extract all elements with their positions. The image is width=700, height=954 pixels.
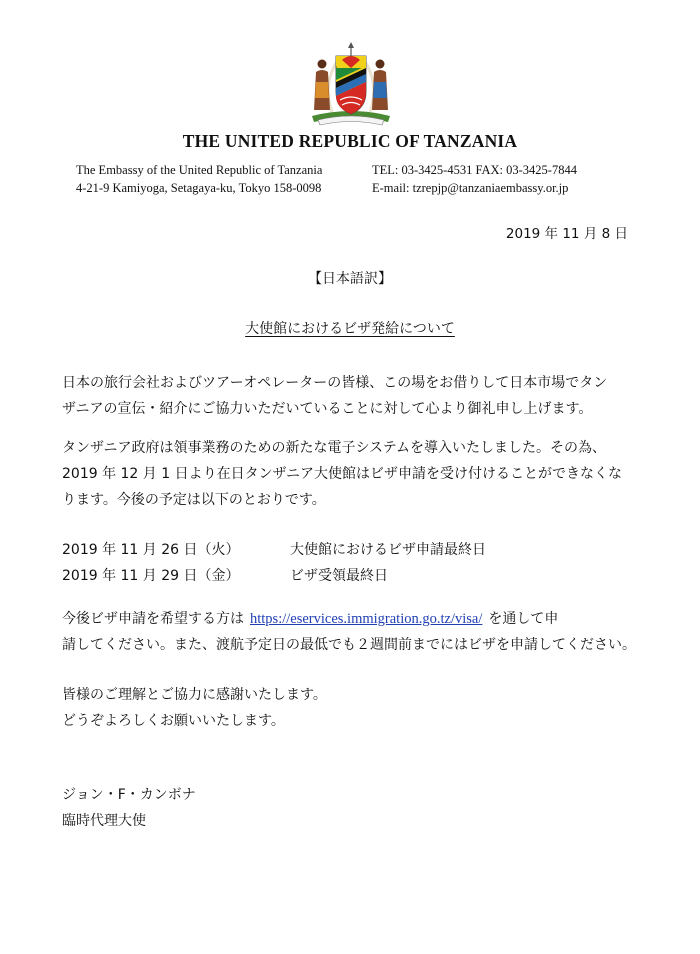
- schedule-date: 2019 年 11 月 26 日（火）: [62, 542, 240, 558]
- translation-label: 【日本語訳】: [308, 271, 392, 287]
- country-title: THE UNITED REPUBLIC OF TANZANIA: [182, 131, 518, 151]
- visa-application-link[interactable]: https://eservices.immigration.go.tz/visa/: [250, 611, 483, 627]
- paragraph-closing: [62, 682, 652, 734]
- schedule-list: [62, 537, 486, 589]
- letter-date: 2019 年 11 月 8 日: [505, 226, 628, 242]
- embassy-email: E-mail: tzrepjp@tanzaniaembassy.or.jp: [372, 181, 569, 195]
- paragraph-line: どうぞよろしくお願いいたします。: [62, 713, 285, 729]
- schedule-description: 大使館におけるビザ申請最終日: [290, 542, 486, 558]
- signatory-name: ジョン・F・カンボナ: [62, 787, 196, 803]
- schedule-date: 2019 年 11 月 29 日（金）: [62, 568, 240, 584]
- text-before-link: 今後ビザ申請を希望する方は: [62, 611, 244, 627]
- paragraph-line: タンザニア政府は領事業務のための新たな電子システムを導入いたしました。その為、: [62, 440, 607, 456]
- embassy-phone-fax: TEL: 03-3425-4531 FAX: 03-3425-7844: [372, 163, 577, 177]
- paragraph-line: 皆様のご理解とご協力に感謝いたします。: [62, 687, 327, 703]
- embassy-address: [76, 161, 322, 197]
- paragraph-thanks: [62, 370, 652, 422]
- paragraph-line: [62, 606, 652, 632]
- embassy-name: The Embassy of the United Republic of Tanzania: [76, 163, 323, 177]
- paragraph-line: 日本の旅行会社およびツアーオペレーターの皆様、この場をお借りして日本市場でタン: [62, 375, 608, 391]
- paragraph-line: ります。今後の予定は以下のとおりです。: [62, 492, 326, 508]
- paragraph-line: 請してください。また、渡航予定日の最低でも２週間前までにはビザを申請してください。: [62, 637, 636, 653]
- embassy-street: 4-21-9 Kamiyoga, Setagaya-ku, Tokyo 158-0098: [76, 181, 322, 195]
- paragraph-line: 2019 年 12 月 1 日より在日タンザニア大使館はビザ申請を受け付けることができなくな: [62, 466, 623, 482]
- embassy-contact: [372, 161, 577, 197]
- paragraph-application: [62, 606, 652, 658]
- letter-subject: [0, 318, 700, 338]
- paragraph-line: ザニアの宣伝・紹介にご協力いただいていることに対して心より御礼申し上げます。: [62, 401, 593, 417]
- signatory-title: 臨時代理大使: [62, 813, 146, 829]
- paragraph-announcement: [62, 435, 652, 513]
- schedule-description: ビザ受領最終日: [290, 568, 388, 584]
- schedule-row: [62, 563, 486, 589]
- text-after-link: を通して申: [488, 611, 559, 627]
- tanzania-coat-of-arms: [302, 42, 400, 126]
- subject-text: 大使館におけるビザ発給について: [245, 321, 455, 337]
- signature-block: [62, 782, 196, 834]
- schedule-row: [62, 537, 486, 563]
